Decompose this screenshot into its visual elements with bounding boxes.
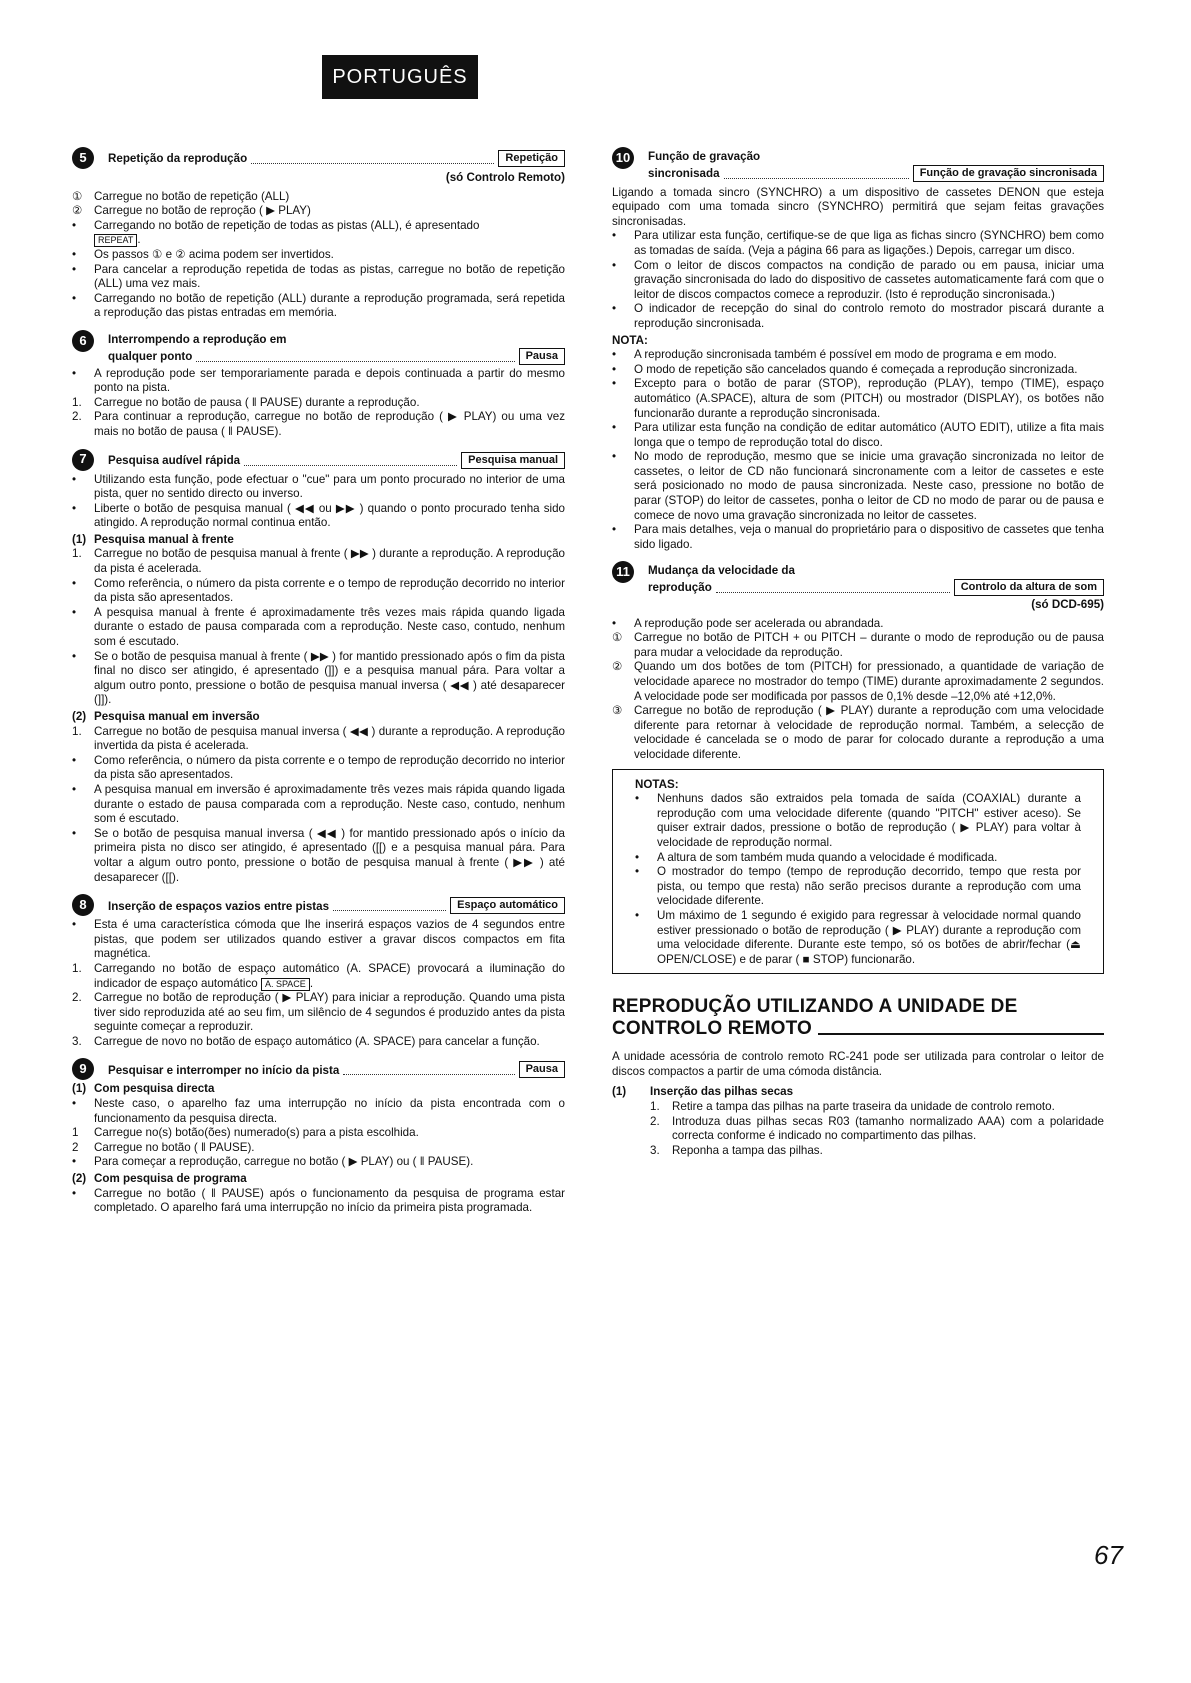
section-number-9: 9	[72, 1058, 94, 1080]
list-marker: 2	[72, 1140, 79, 1154]
section-9-heading	[72, 1061, 565, 1080]
section-9	[72, 1061, 565, 1215]
section-10	[612, 150, 1104, 552]
list-marker: 2.	[72, 991, 82, 1005]
list-text: Um máximo de 1 segundo é exigido para regressar à velocidade normal quando estiver pressionado o botão de reprodução ( ▶ PLAY) durante a reprodução com uma velocidade diferente. Durante este tempo, só os botões de abrir/fechar (⏏ OPEN/CLOSE) e de parar ( ■ STOP) funcionarão.	[657, 908, 1081, 966]
list-marker: 1.	[72, 547, 82, 561]
list-marker: ③	[612, 704, 623, 718]
section-number-5: 5	[72, 147, 94, 169]
list-marker: 2.	[650, 1114, 660, 1128]
list-text: Retire a tampa das pilhas na parte traseira da unidade de controlo remoto.	[672, 1100, 1055, 1114]
list-text: A pesquisa manual à frente é aproximadamente três vezes mais rápida quando ligada durante o estado de pausa comparada com a reprodução. Neste caso, contudo, nenhum som é escutado.	[94, 605, 565, 649]
list-marker: ①	[612, 631, 623, 645]
list-text: Carregue no botão de reproção ( ▶ PLAY)	[94, 204, 311, 218]
list-marker: •	[72, 826, 77, 840]
section-10-title-line2: sincronisada	[648, 167, 720, 180]
section-11-heading	[612, 564, 1104, 596]
section-7-heading	[72, 452, 565, 471]
list-text: Os passos ① e ② acima podem ser invertidos.	[94, 247, 334, 261]
section-10-heading	[612, 150, 1104, 182]
aspace-indicator: A. SPACE	[261, 978, 310, 991]
nota-heading: NOTA:	[612, 333, 648, 347]
repeat-indicator: REPEAT	[94, 234, 137, 247]
list-marker: •	[72, 218, 77, 232]
section-10-tag: Função de gravação sincronisada	[913, 165, 1104, 182]
list-text: Carregando no botão de repetição de todas as pistas (ALL), é apresentado	[94, 218, 480, 232]
list-text: Para mais detalhes, veja o manual do proprietário para o dispositivo de cassetes que tenha sido ligado.	[634, 523, 1104, 551]
list-marker: •	[72, 1155, 77, 1169]
section-5-heading	[72, 150, 565, 169]
section-10-title-line1: Função de gravação	[648, 150, 761, 163]
list-marker: •	[72, 262, 77, 276]
list-text: A reprodução pode ser acelerada ou abrandada.	[634, 616, 884, 630]
list-text: O mostrador do tempo (tempo de reprodução decorrido, tempo que resta por pista, ou tempo que resta) não serão precisos durante a reprodução com uma velocidade diferente.	[657, 865, 1081, 908]
list-text: Carregue no botão ( ǁ PAUSE) após o funcionamento da pesquisa de programa estar completado. O aparelho fará uma interrupção no início da primeira pista programada.	[94, 1186, 565, 1215]
section-8-title: Inserção de espaços vazios entre pistas	[108, 899, 330, 913]
list-marker: •	[612, 229, 617, 243]
list-text: Introduza duas pilhas secas R03 (tamanho normalizado AAA) com a polaridade correcta conforme é indicado no compartimento das pilhas.	[672, 1114, 1104, 1143]
list-text: Para utilizar esta função, certifique-se de que liga as fichas sincro (SYNCHRO) bem como as tomadas de saída. (Veja a página 66 para as ligações.) Depois, carregar um disco.	[634, 229, 1104, 257]
list-text: Quando um dos botões de tom (PITCH) for pressionado, a quantidade de variação de velocidade aparece no mostrador do tempo (TIME) durante aproximadamente 2 segundos. A velocidade pode ser modificada por passos de 0,1% desde –12,0% até +12,0%.	[634, 660, 1104, 703]
section-6	[72, 333, 565, 440]
list-marker: •	[72, 918, 77, 932]
section-8: 8 Inserção de espaços vazios entre pistas Espaço automático • Esta é uma característica cómoda que lhe inserirá espaços vazios de 4 segundos entre pistas, que podem ser utilizados quando estiver a gravar discos compactos em fita magnética. 1. Carregando no botão de espaço automático (A. SPACE) provocará a iluminação do indicador de espaço automático A. SPACE . 2. Carregue no botão de reprodução ( ▶ PLAY) para iniciar a reprodução. Quando uma pista tiver sido reproduzida até ao seu fim, um silêncio de 4 segundos é produzido antes da pista seguinte começar a reproduzir. 3. Carregue de novo no botão de espaço automático (A. SPACE) para cancelar a função.	[72, 897, 565, 1049]
list-marker: •	[635, 792, 640, 806]
remote-title-line1: REPRODUÇÃO UTILIZANDO A UNIDADE DE	[612, 996, 1018, 1018]
list-marker: •	[635, 908, 640, 922]
list-marker: •	[72, 291, 77, 305]
list-text: Se o botão de pesquisa manual inversa ( ◀◀ ) for mantido pressionado após o início da primeira pista no disco ser atingido, é apresentado ([[) e a pesquisa manual pára. Para voltar a algum outro ponto, pressione o botão de pesquisa manual à frente ( ▶▶ ) até desaparecer ([[).	[94, 826, 565, 884]
section-7-subheading-1: (1) Pesquisa manual à frente	[72, 532, 234, 546]
section-6-heading	[72, 333, 565, 365]
list-marker: 1.	[72, 395, 82, 409]
list-marker: •	[72, 576, 77, 590]
list-marker: •	[612, 362, 617, 376]
language-tab: PORTUGUÊS	[322, 55, 478, 99]
list-text: Excepto para o botão de parar (STOP), reprodução (PLAY), tempo (TIME), espaço automático (A.SPACE), altura de som (PITCH) ou mostrador (DISPLAY), os botões não funcionarão durante a reprodução sincronisada.	[634, 377, 1104, 420]
list-marker: ②	[612, 660, 623, 674]
list-marker: •	[72, 247, 77, 261]
list-marker: •	[612, 450, 617, 464]
list-text: Para cancelar a reprodução repetida de todas as pistas, carregue no botão de repetição (ALL) uma vez mais.	[94, 262, 565, 291]
notas-box	[612, 769, 1104, 975]
list-text: O indicador de recepção do sinal do controlo remoto do mostrador piscará durante a reprodução sincronisada.	[634, 302, 1104, 330]
list-text: A reprodução pode ser temporariamente parada e depois continuada a partir do mesmo ponto na pista.	[94, 366, 565, 395]
list-text: Carregue no botão de reprodução ( ▶ PLAY) durante a reprodução com uma velocidade diferente para retornar à velocidade de reprodução normal. Também, a selecção de velocidade é cancelada se o modo de parar for colocado durante a reprodução a uma velocidade diferente.	[634, 704, 1104, 761]
list-marker: •	[72, 649, 77, 663]
section-number-11: 11	[612, 561, 634, 583]
list-text: Neste caso, o aparelho faz uma interrupção no início da pista encontrada com o funcionamento da pesquisa directa.	[94, 1097, 565, 1125]
right-column	[612, 150, 1104, 1158]
list-marker: •	[635, 850, 640, 864]
section-7-title: Pesquisa audível rápida	[108, 453, 241, 467]
list-marker: •	[612, 523, 617, 537]
list-text: Carregando no botão de espaço automático (A. SPACE) provocará a iluminação do indicador de espaço automático	[94, 961, 565, 990]
list-marker: •	[72, 753, 77, 767]
section-6-title-line2: qualquer ponto	[108, 349, 193, 363]
section-7-subheading-2: (2) Pesquisa manual em inversão	[72, 710, 260, 723]
section-7-tag: Pesquisa manual	[461, 452, 565, 469]
section-5-note: (só Controlo Remoto)	[445, 171, 565, 184]
section-10-intro: Ligando a tomada sincro (SYNCHRO) a um dispositivo de cassetes DENON que esteja equipado com uma tomada sincro (SYNCHRO) permitirá que sejam feitas gravações sincronisadas.	[612, 185, 1104, 228]
section-9-subheading-2: (2) Com pesquisa de programa	[72, 1172, 247, 1186]
list-text: A pesquisa manual em inversão é aproximadamente três vezes mais rápida quando ligada durante o estado de pausa comparada com a reprodução. Neste caso, contudo, nenhum som é escutado.	[94, 782, 565, 826]
list-marker: •	[612, 258, 617, 272]
page-number: 67	[1094, 1540, 1123, 1570]
list-text: Carregando no botão de repetição (ALL) durante a reprodução programada, será repetida a reprodução das pistas entradas em memória.	[94, 291, 565, 320]
remote-intro: A unidade acessória de controlo remoto RC-241 pode ser utilizada para controlar o leitor de discos compactos a partir de uma cómoda distância.	[612, 1050, 1104, 1078]
list-text: No modo de reprodução, mesmo que se inicie uma gravação sincronizada no leitor de cassetes, o leitor de CD não funcionará sincronamente com a leitor de cassetes e este será posicionado no modo de pausa sincronizada. Neste caso, pressione no botão de parar (STOP) do leitor de cassetes, ponha o leitor de CD no modo de parar ou de pausa e comece de novo uma gravação sincronizada no leitor de cassetes.	[634, 450, 1104, 522]
list-text: Liberte o botão de pesquisa manual ( ◀◀ ou ▶▶ ) quando o ponto procurado tenha sido atingido. A reprodução normal continua então.	[94, 501, 565, 530]
list-text: Carregue no botão de repetição (ALL)	[94, 189, 290, 203]
list-text: Utilizando esta função, pode efectuar o "cue" para um ponto procurado no interior de uma pista, quer no sentido directo ou inverso.	[94, 472, 565, 501]
section-11-tag: Controlo da altura de som	[954, 579, 1104, 596]
list-text: Com o leitor de discos compactos na condição de parado ou em pausa, iniciar uma gravação sincronisada do lado do dispositivo de cassetes automaticamente fará com que o leitor de discos compactos comece a reproduzir. (Isto é reprodução sincronisada.)	[634, 258, 1104, 301]
list-text: Carregue no botão de pesquisa manual inversa ( ◀◀ ) durante a reprodução. A reprodução invertida da pista é acelerada.	[94, 724, 565, 753]
section-5-tag: Repetição	[498, 150, 565, 167]
list-marker: 2.	[72, 410, 82, 424]
list-text: Carregue no(s) botão(ões) numerado(s) para a pista escolhida.	[94, 1126, 419, 1140]
section-11	[612, 564, 1104, 974]
section-11-note: (só DCD-695)	[1031, 598, 1104, 612]
list-text: Reponha a tampa das pilhas.	[672, 1143, 823, 1157]
list-marker: 1.	[72, 961, 82, 975]
list-marker: ①	[72, 189, 83, 203]
section-5-title: Repetição da reprodução	[108, 152, 248, 166]
list-marker: •	[72, 605, 77, 619]
list-text: Carregue no botão de PITCH + ou PITCH – durante o modo de reprodução ou de pausa para mudar a velocidade da reprodução.	[634, 631, 1104, 659]
list-text: Esta é uma característica cómoda que lhe inserirá espaços vazios de 4 segundos entre pistas, que podem ser utilizados quando estiver a gravar discos compactos em fita magnética.	[94, 918, 565, 961]
list-text: Carregue de novo no botão de espaço automático (A. SPACE) para cancelar a função.	[94, 1034, 540, 1048]
list-marker: 1.	[650, 1100, 660, 1114]
list-marker: •	[612, 377, 617, 391]
left-column	[72, 150, 565, 1228]
section-11-title-line1: Mudança da velocidade da	[648, 564, 795, 578]
list-text: Carregue no botão de reprodução ( ▶ PLAY) para iniciar a reprodução. Quando uma pista tiver sido reproduzida até ao seu fim, um silêncio de 4 segundos é produzido antes da pista seguinte começar a reproduzir.	[94, 991, 565, 1034]
list-text: O modo de repetição são cancelados quando é começada a reprodução sincronizada.	[634, 362, 1078, 376]
list-marker: •	[72, 1186, 77, 1200]
section-6-tag: Pausa	[519, 348, 565, 365]
section-6-title-line1: Interrompendo a reprodução em	[108, 332, 287, 346]
list-marker: 1.	[72, 724, 82, 738]
list-text: Como referência, o número da pista corrente e o tempo de reprodução decorrido no interior da pista são apresentados.	[94, 753, 565, 782]
section-number-7: 7	[72, 449, 94, 471]
list-text: Para utilizar esta função na condição de editar automático (AUTO EDIT), utilize a fita mais longa que o tempo de reprodução total do disco.	[634, 421, 1104, 449]
list-text: Carregue no botão de pausa ( ǁ PAUSE) durante a reprodução.	[94, 395, 420, 409]
notas-heading: NOTAS:	[635, 777, 679, 791]
section-5: 5 Repetição da reprodução Repetição (só Controlo Remoto) ① Carregue no botão de repetição (ALL) ② Carregue no botão de reproção ( ▶ PLAY) • Carregando no botão de repetição de todas as pistas (ALL), é apresentado REPEAT . • Os passos ① e ② acima podem ser invertidos. • Para cancelar a reprodução repetida de todas as pistas, carregue no botão de repetição (ALL) uma vez mais. • Carregando no botão de repetição (ALL) durante a reprodução programada, será repetida a reprodução das pistas entradas em memória.	[72, 150, 565, 321]
section-8-tag: Espaço automático	[450, 897, 565, 914]
list-marker: •	[72, 1097, 77, 1111]
list-marker: •	[612, 348, 617, 362]
section-9-subheading-1: (1) Com pesquisa directa	[72, 1082, 215, 1096]
list-marker: 1	[72, 1126, 79, 1140]
list-text: Nenhuns dados são extraidos pela tomada de saída (COAXIAL) durante a reprodução com uma velocidade diferente (quando "PITCH" estiver aceso). Se quiser extrair dados, pressione o botão de reprodução ( ▶ PLAY) para voltar à velocidade de reprodução normal.	[657, 792, 1081, 849]
remote-title-line2: CONTROLO REMOTO	[612, 1018, 813, 1040]
section-11-title-line2: reprodução	[648, 581, 712, 595]
list-text: Como referência, o número da pista corrente e o tempo de reprodução decorrido no interior da pista são apresentados.	[94, 576, 565, 605]
section-8-heading	[72, 897, 565, 916]
section-number-6: 6	[72, 330, 94, 352]
list-marker: •	[612, 421, 617, 435]
list-marker: •	[72, 782, 77, 796]
list-marker: •	[612, 302, 617, 316]
remote-subheading: (1) Inserção das pilhas secas	[612, 1085, 794, 1099]
list-text: Carregue no botão ( ǁ PAUSE).	[94, 1140, 255, 1154]
section-9-title: Pesquisar e interromper no início da pista	[108, 1063, 340, 1077]
section-7	[72, 452, 565, 886]
list-text: A reprodução sincronisada também é possível em modo de programa e em modo.	[634, 348, 1057, 362]
list-marker: •	[635, 865, 640, 879]
list-marker: •	[72, 501, 77, 515]
list-text: Para continuar a reprodução, carregue no botão de reprodução ( ▶ PLAY) ou uma vez mais no botão de pausa ( ǁ PAUSE).	[94, 410, 565, 438]
remote-section-title	[612, 996, 1104, 1040]
section-number-10: 10	[612, 147, 634, 169]
list-text: A altura de som também muda quando a velocidade é modificada.	[657, 850, 998, 864]
remote-control-section	[612, 996, 1104, 1158]
list-marker: •	[72, 366, 77, 380]
list-marker: ②	[72, 204, 83, 218]
list-marker: •	[72, 472, 77, 486]
section-9-tag: Pausa	[519, 1061, 565, 1078]
list-text: Se o botão de pesquisa manual à frente ( ▶▶ ) for mantido pressionado após o fim da pista final no disco ser atingido, é apresentado (]]) e a pesquisa manual pára. Para voltar a algum outro ponto, pressione o botão de pesquisa manual inversa ( ◀◀ ) até desaparecer (]]).	[94, 649, 565, 707]
list-marker: •	[612, 616, 617, 630]
list-marker: 3.	[72, 1034, 82, 1048]
section-number-8: 8	[72, 894, 94, 916]
list-marker: 3.	[650, 1143, 660, 1157]
list-text: Carregue no botão de pesquisa manual à frente ( ▶▶ ) durante a reprodução. A reprodução da pista é acelerada.	[94, 547, 565, 576]
list-text: Para começar a reprodução, carregue no botão ( ▶ PLAY) ou ( ǁ PAUSE).	[94, 1155, 474, 1169]
